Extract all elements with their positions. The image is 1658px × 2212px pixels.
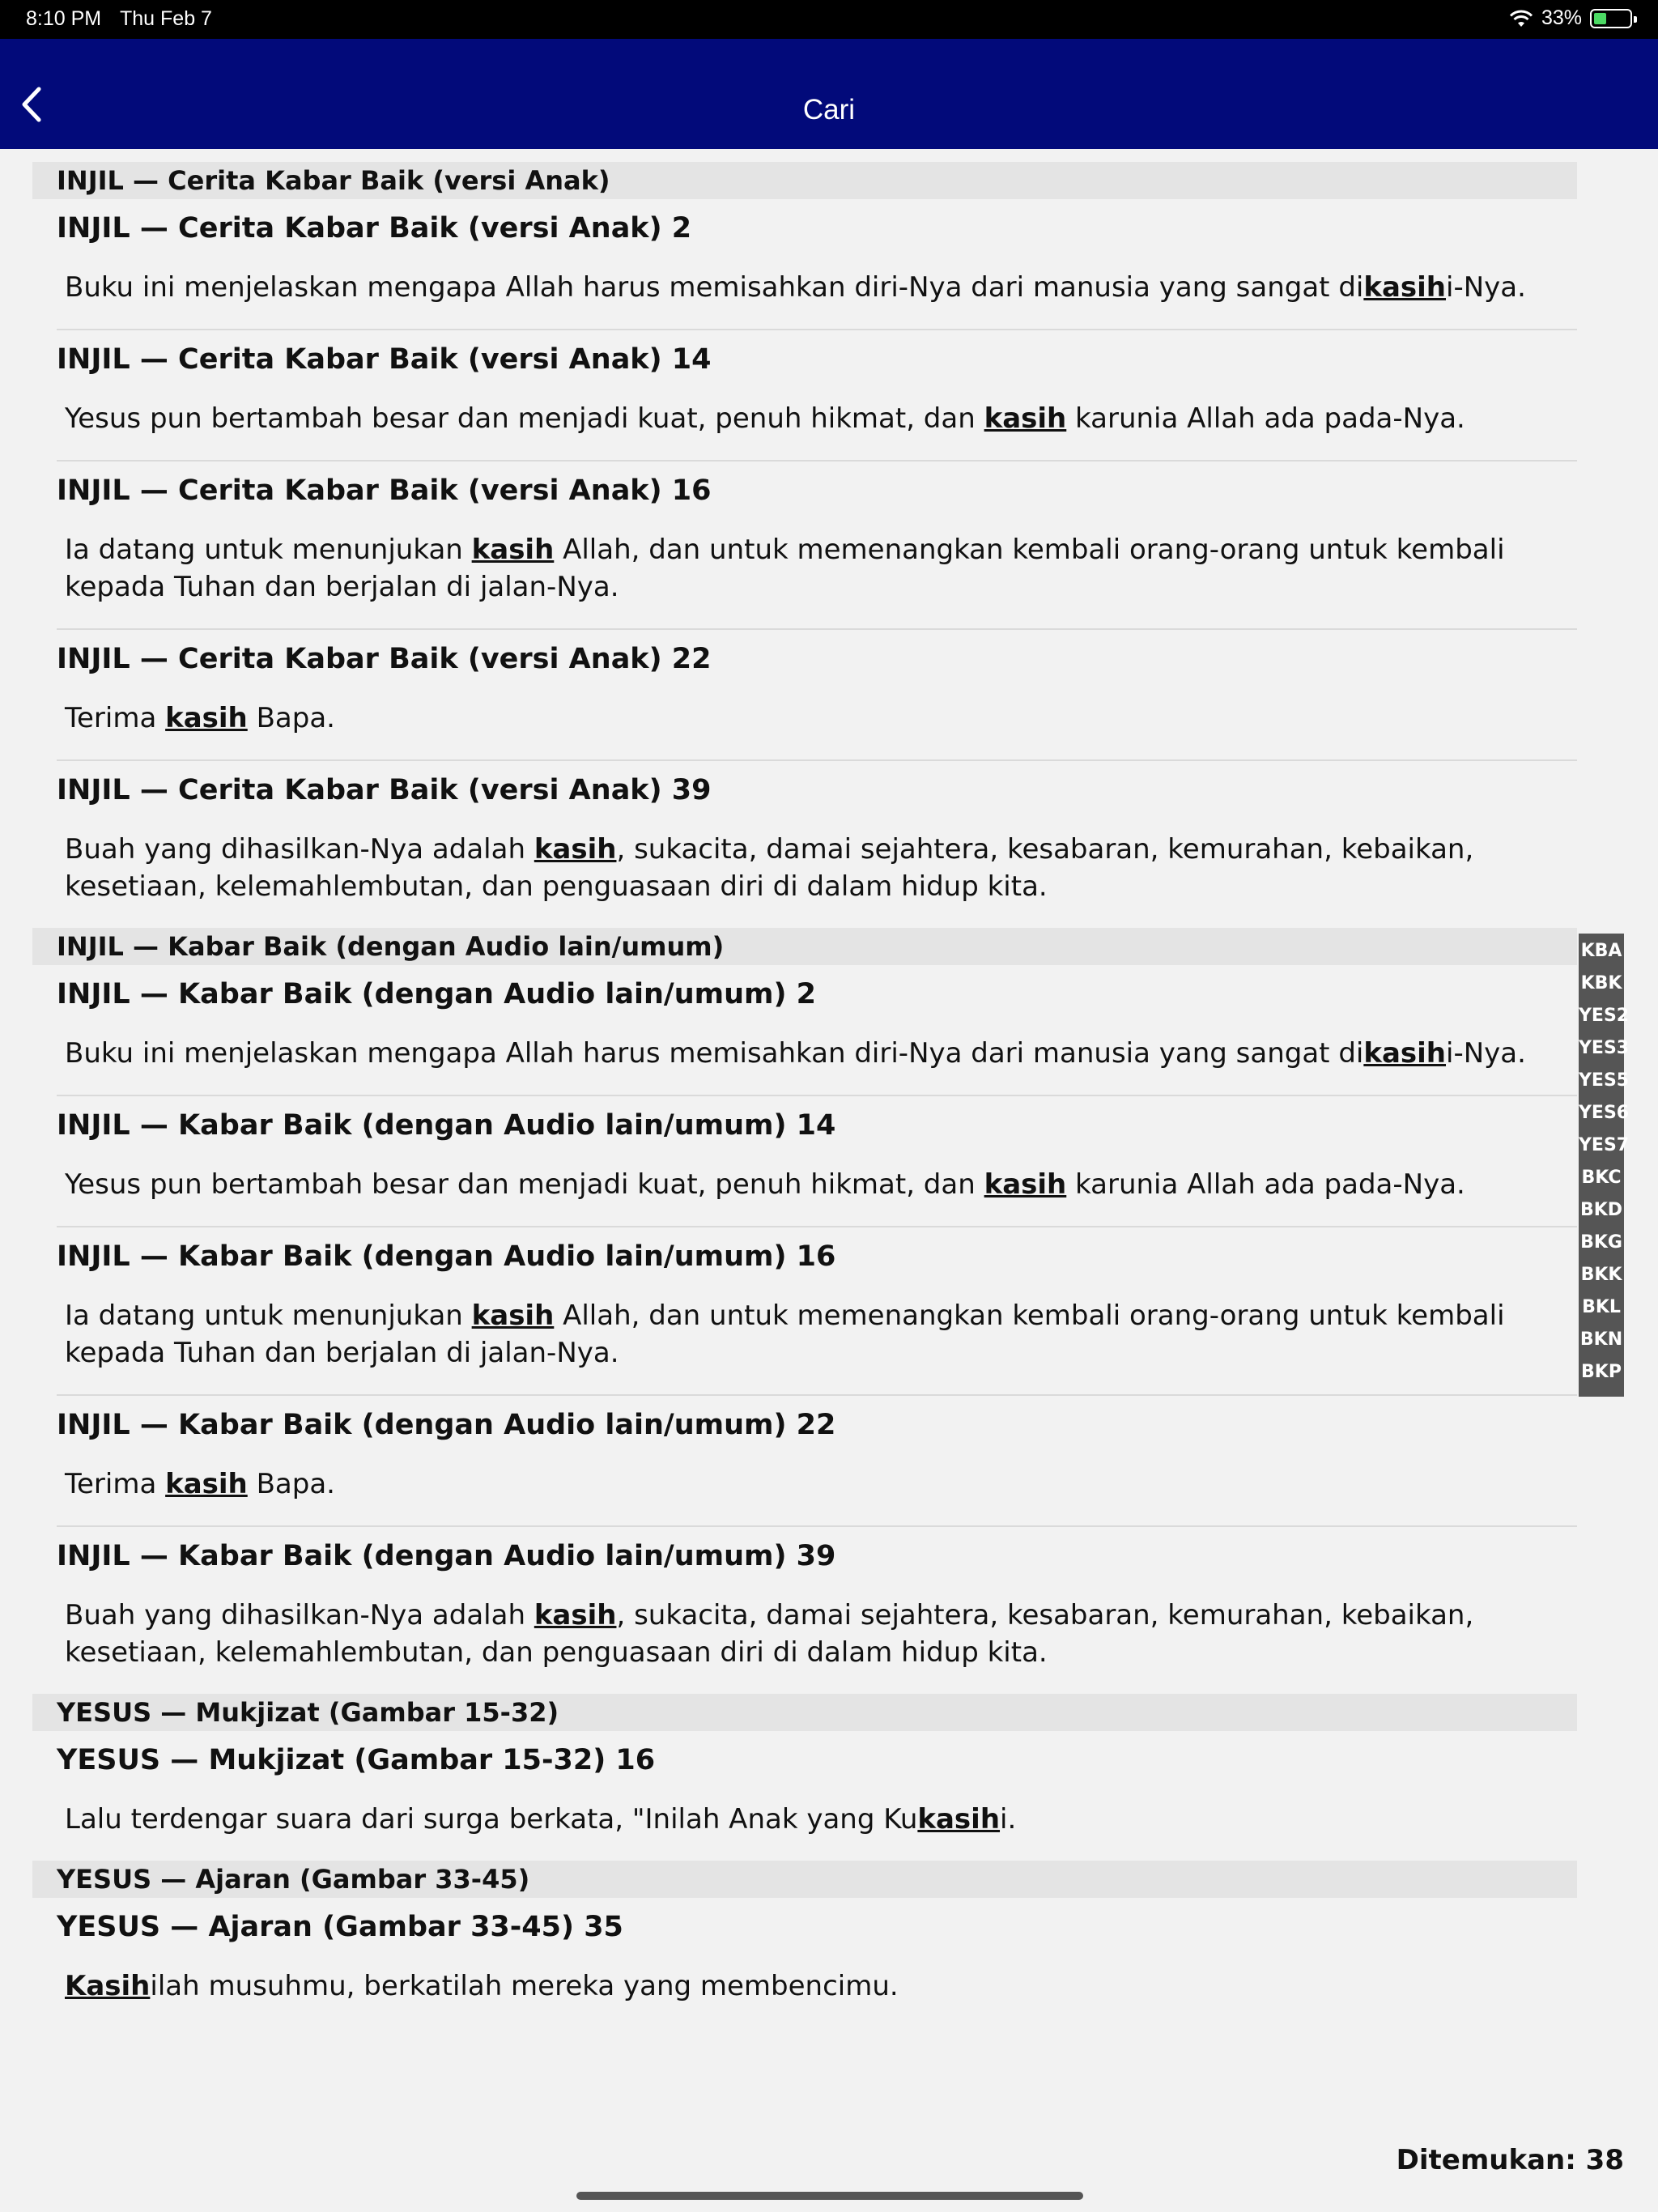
result-snippet [57,377,1577,460]
result-title: INJIL — Cerita Kabar Baik (versi Anak) 14 [57,343,712,376]
result-title: INJIL — Cerita Kabar Baik (versi Anak) 39 [57,774,712,806]
battery-icon [1590,9,1632,28]
index-item[interactable]: BKG [1580,1232,1622,1253]
result-title: INJIL — Cerita Kabar Baik (versi Anak) 16 [57,474,712,507]
result-item[interactable] [57,1227,1577,1396]
result-snippet [57,677,1577,759]
result-snippet [57,1574,1577,1694]
result-snippet [57,1274,1577,1394]
result-item[interactable] [57,199,1577,330]
snippet-text: Bapa. [247,702,335,734]
snippet-text: i-Nya. [1446,1037,1526,1070]
result-item[interactable] [57,965,1577,1096]
index-item[interactable]: KBK [1580,973,1622,993]
snippet-text: Bapa. [247,1468,335,1500]
snippet-text: Terima [65,702,166,734]
result-item[interactable] [57,1731,1577,1861]
snippet-match-highlight: kasih [534,1599,617,1631]
snippet-match-highlight: kasih [1363,1037,1446,1070]
snippet-match-highlight: kasih [917,1803,1001,1836]
result-count: Ditemukan: 38 [1396,2144,1624,2176]
index-item[interactable]: BKC [1581,1168,1622,1188]
result-title: INJIL — Cerita Kabar Baik (versi Anak) 2 [57,212,692,245]
snippet-text: Lalu terdengar suara dari surga berkata, "Inilah Anak yang Ku [65,1803,918,1836]
result-title: INJIL — Kabar Baik (dengan Audio lain/umum) 22 [57,1409,836,1441]
section-header: INJIL — Kabar Baik (dengan Audio lain/umum) [32,928,1577,965]
index-item[interactable]: YES2 [1579,1006,1630,1026]
result-item[interactable] [57,462,1577,630]
result-title: YESUS — Ajaran (Gambar 33-45) 35 [57,1911,623,1943]
section-header: YESUS — Mukjizat (Gambar 15-32) [32,1694,1577,1731]
snippet-text: Buah yang dihasilkan-Nya adalah [65,1599,534,1631]
snippet-match-highlight: kasih [471,1300,555,1332]
snippet-text: i. [1000,1803,1017,1836]
snippet-text: i-Nya. [1446,271,1526,304]
snippet-text: ilah musuhmu, berkatilah mereka yang membencimu. [150,1970,899,2002]
result-snippet [57,1945,1577,2027]
result-snippet [57,1443,1577,1525]
snippet-match-highlight: kasih [984,1168,1067,1201]
snippet-text: , sukacita, damai sejahtera, kesabaran, kemurahan, kebaikan, kesetiaan, kelemahlembutan, dan penguasaan diri di dalam hidup kita. [65,1599,1474,1669]
snippet-text: Allah, dan untuk memenangkan kembali orang-orang untuk kembali kepada Tuhan dan berjalan di jalan-Nya. [65,534,1505,603]
result-item[interactable] [57,330,1577,462]
index-item[interactable]: KBA [1580,941,1622,961]
index-item[interactable]: YES7 [1579,1135,1630,1155]
result-title: INJIL — Kabar Baik (dengan Audio lain/umum) 14 [57,1109,836,1142]
snippet-text: Allah, dan untuk memenangkan kembali orang-orang untuk kembali kepada Tuhan dan berjalan di jalan-Nya. [65,1300,1505,1369]
snippet-text: Yesus pun bertambah besar dan menjadi kuat, penuh hikmat, dan [65,402,984,435]
snippet-text: Ia datang untuk menunjukan [65,534,472,566]
snippet-match-highlight: kasih [1363,271,1446,304]
index-item[interactable]: YES5 [1579,1070,1630,1091]
index-item[interactable]: BKL [1582,1297,1621,1317]
status-right [1509,6,1632,30]
snippet-text: Buah yang dihasilkan-Nya adalah [65,833,534,866]
snippet-text: Terima [65,1468,166,1500]
result-title: INJIL — Kabar Baik (dengan Audio lain/umum) 2 [57,978,817,1010]
result-snippet [57,808,1577,928]
snippet-match-highlight: Kasih [65,1970,151,2002]
result-title: YESUS — Mukjizat (Gambar 15-32) 16 [57,1744,656,1776]
snippet-text: Ia datang untuk menunjukan [65,1300,472,1332]
result-item[interactable] [57,630,1577,761]
result-snippet [57,1143,1577,1226]
snippet-text: Yesus pun bertambah besar dan menjadi kuat, penuh hikmat, dan [65,1168,984,1201]
snippet-match-highlight: kasih [165,702,248,734]
section-header: YESUS — Ajaran (Gambar 33-45) [32,1861,1577,1898]
status-date: Thu Feb 7 [120,7,212,30]
snippet-text: karunia Allah ada pada-Nya. [1066,402,1465,435]
result-item[interactable] [57,1898,1577,2027]
section-header: INJIL — Cerita Kabar Baik (versi Anak) [32,162,1577,199]
wifi-icon [1509,9,1533,28]
result-title: INJIL — Kabar Baik (dengan Audio lain/umum) 16 [57,1240,836,1273]
section-index-bar[interactable] [1579,934,1630,1397]
search-results-list[interactable] [32,162,1577,2142]
index-item[interactable]: BKK [1580,1265,1622,1285]
nav-bar [0,39,1658,149]
snippet-text: Buku ini menjelaskan mengapa Allah harus memisahkan diri-Nya dari manusia yang sangat di [65,271,1364,304]
index-item[interactable]: YES3 [1579,1038,1630,1058]
home-indicator [576,2192,1083,2200]
result-item[interactable] [57,761,1577,928]
result-snippet [57,1778,1577,1861]
snippet-match-highlight: kasih [534,833,617,866]
result-snippet [57,1012,1577,1095]
page-title: Cari [802,94,856,125]
snippet-match-highlight: kasih [984,402,1067,435]
result-snippet [57,246,1577,329]
snippet-match-highlight: kasih [165,1468,248,1500]
index-item[interactable]: BKP [1581,1362,1622,1382]
snippet-match-highlight: kasih [471,534,555,566]
result-snippet [57,508,1577,628]
status-time: 8:10 PM [26,7,102,30]
result-title: INJIL — Kabar Baik (dengan Audio lain/umum) 39 [57,1540,836,1572]
battery-percent: 33% [1541,6,1582,29]
result-title: INJIL — Cerita Kabar Baik (versi Anak) 22 [57,643,712,675]
index-item[interactable]: YES6 [1579,1103,1630,1123]
result-item[interactable] [57,1396,1577,1527]
snippet-text: , sukacita, damai sejahtera, kesabaran, kemurahan, kebaikan, kesetiaan, kelemahlembutan, dan penguasaan diri di dalam hidup kita. [65,833,1474,903]
index-item[interactable]: BKN [1579,1329,1623,1350]
result-item[interactable] [57,1096,1577,1227]
index-item[interactable]: BKD [1579,1200,1623,1220]
status-bar [0,0,1658,39]
snippet-text: karunia Allah ada pada-Nya. [1066,1168,1465,1201]
snippet-text: Buku ini menjelaskan mengapa Allah harus memisahkan diri-Nya dari manusia yang sangat di [65,1037,1364,1070]
result-item[interactable] [57,1527,1577,1694]
